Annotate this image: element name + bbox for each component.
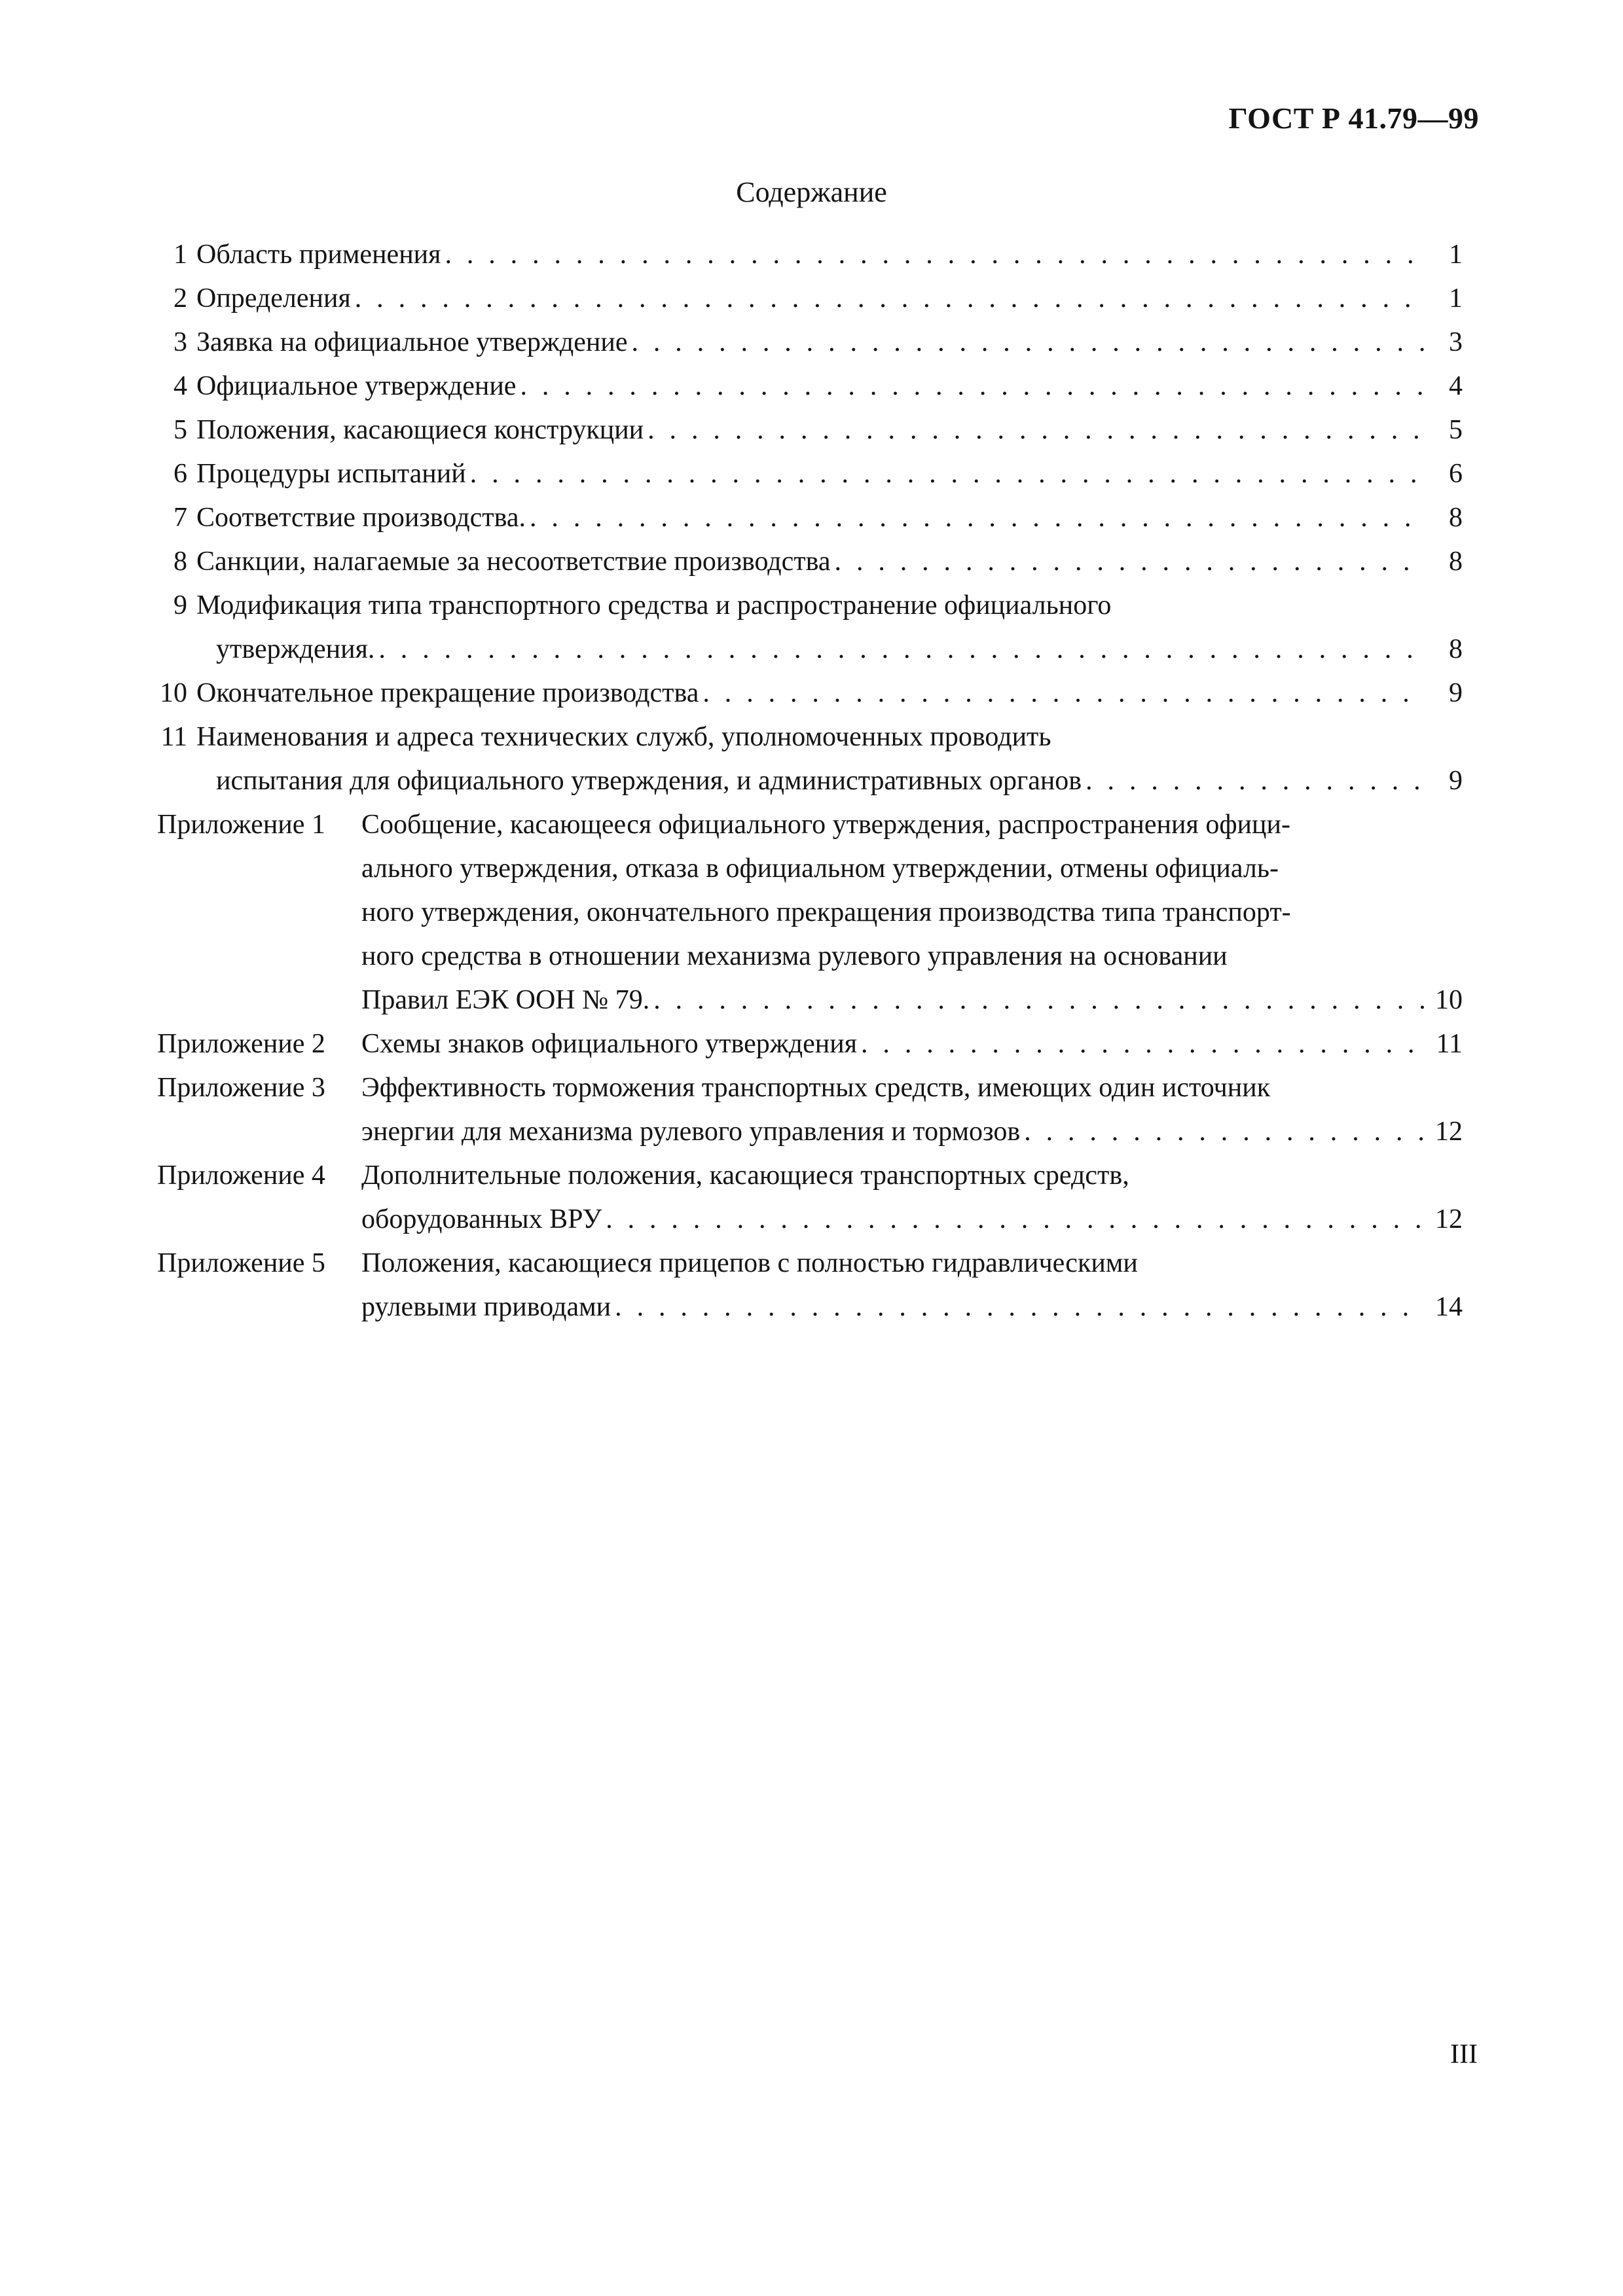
toc-row (0, 978, 1623, 1022)
toc-page-number: 6 (1449, 459, 1463, 489)
toc-row (0, 672, 1623, 715)
toc-row (0, 759, 1623, 803)
toc-entry-title-line[interactable]: Дополнительные положения, касающиеся транспортных средств, (361, 1160, 1129, 1191)
toc-entry-title[interactable]: рулевыми приводами (361, 1292, 611, 1322)
toc-page-number: 5 (1449, 415, 1463, 445)
toc-appendix-label: Приложение 1 (157, 810, 325, 840)
toc-entry-title[interactable]: Процедуры испытаний (196, 459, 466, 489)
leader-dots (1020, 1110, 1424, 1154)
toc-row (0, 628, 1623, 672)
toc-page-number: 14 (1435, 1292, 1463, 1322)
toc-row (0, 277, 1623, 321)
toc-entry-title-line[interactable]: Положения, касающиеся прицепов с полностью гидравлическими (361, 1248, 1138, 1278)
toc-row (0, 408, 1623, 452)
toc-section-number: 1 (173, 240, 187, 270)
toc-entry-title[interactable]: Схемы знаков официального утверждения (361, 1029, 858, 1059)
toc-row (0, 1285, 1623, 1329)
toc-entry-title[interactable]: Положения, касающиеся конструкции (196, 415, 644, 445)
toc-entry-title[interactable]: Область применения (196, 240, 441, 270)
leader-dots (526, 496, 1424, 540)
toc-entry-leader (196, 452, 1424, 496)
toc-entry-title[interactable]: утверждения. (216, 634, 375, 664)
leader-dots (627, 321, 1424, 365)
toc-section-number: 5 (173, 415, 187, 445)
toc-row (0, 1198, 1623, 1242)
toc-entry-leader (216, 628, 1424, 672)
toc-entry-title[interactable]: Санкции, налагаемые за несоответствие производства (196, 547, 831, 577)
toc-page-number: 3 (1449, 327, 1463, 357)
leader-dots (649, 978, 1424, 1022)
toc-entry-title[interactable]: энергии для механизма рулевого управления и тормозов (361, 1117, 1021, 1147)
leader-dots (831, 540, 1424, 584)
toc-entry-title[interactable]: Соответствие производства. (196, 503, 526, 533)
document-code: ГОСТ Р 41.79—99 (1228, 101, 1479, 135)
toc-page-number: 12 (1435, 1117, 1463, 1147)
toc-section-number: 11 (160, 722, 187, 752)
toc-row (0, 540, 1623, 584)
toc-page-number: 12 (1435, 1204, 1463, 1234)
toc-row (0, 233, 1623, 277)
toc-appendix-label: Приложение 4 (157, 1160, 325, 1191)
toc-row (0, 584, 1623, 628)
leader-dots (602, 1198, 1424, 1242)
toc-page-number: 8 (1449, 634, 1463, 664)
toc-section-number: 3 (173, 327, 187, 357)
toc-entry-title-line[interactable]: Сообщение, касающееся официального утверждения, распространения офици- (361, 810, 1290, 840)
toc-section-number: 8 (173, 547, 187, 577)
leader-dots (857, 1022, 1424, 1066)
toc-section-number: 10 (160, 678, 187, 708)
toc-section-number: 6 (173, 459, 187, 489)
toc-entry-leader (361, 1022, 1424, 1066)
toc-page-number: 1 (1449, 283, 1463, 314)
toc-appendix-label: Приложение 5 (157, 1248, 325, 1278)
toc-row (0, 803, 1623, 847)
toc-page-number: 11 (1436, 1029, 1463, 1059)
toc-entry-leader (361, 1285, 1424, 1329)
toc-entry-leader (196, 365, 1424, 408)
toc-entry-title-line[interactable]: ного утверждения, окончательного прекращения производства типа транспорт- (361, 897, 1291, 927)
toc-row (0, 1110, 1623, 1154)
toc-entry-title[interactable]: оборудованных ВРУ (361, 1204, 602, 1234)
leader-dots (374, 628, 1424, 672)
toc-row (0, 891, 1623, 935)
toc-appendix-label: Приложение 2 (157, 1029, 325, 1059)
toc-entry-leader (196, 496, 1424, 540)
toc-page-number: 4 (1449, 371, 1463, 401)
leader-dots (441, 233, 1424, 277)
toc-section-number: 9 (173, 590, 187, 620)
toc-entry-leader (196, 277, 1424, 321)
toc-entry-leader (196, 408, 1424, 452)
toc-page-number: 8 (1449, 503, 1463, 533)
toc-section-number: 7 (173, 503, 187, 533)
toc-row (0, 365, 1623, 408)
toc-entry-leader (216, 759, 1424, 803)
toc-row (0, 1066, 1623, 1110)
toc-row (0, 847, 1623, 891)
toc-appendix-label: Приложение 3 (157, 1073, 325, 1103)
leader-dots (699, 672, 1424, 715)
toc-title: Содержание (736, 176, 887, 208)
toc-entry-title[interactable]: Заявка на официальное утверждение (196, 327, 628, 357)
toc-entry-title[interactable]: Правил ЕЭК ООН № 79. (361, 985, 650, 1015)
leader-dots (516, 365, 1424, 408)
leader-dots (466, 452, 1424, 496)
toc-section-number: 4 (173, 371, 187, 401)
toc-row (0, 496, 1623, 540)
toc-entry-title-line[interactable]: Наименования и адреса технических служб, уполномоченных проводить (196, 722, 1051, 752)
toc-row (0, 1242, 1623, 1285)
toc-entry-title[interactable]: Официальное утверждение (196, 371, 517, 401)
toc-entry-title-line[interactable]: ального утверждения, отказа в официальном утверждении, отмены официаль- (361, 853, 1279, 884)
toc-entry-title[interactable]: Окончательное прекращение производства (196, 678, 699, 708)
toc-entry-title[interactable]: испытания для официального утверждения, и административных органов (216, 766, 1082, 796)
toc-entry-leader (361, 1110, 1424, 1154)
toc-row (0, 321, 1623, 365)
toc-entry-leader (196, 321, 1424, 365)
toc-row (0, 935, 1623, 978)
toc-entry-title-line[interactable]: Эффективность торможения транспортных средств, имеющих один источник (361, 1073, 1271, 1103)
leader-dots (1082, 759, 1424, 803)
page-number: III (1450, 2039, 1478, 2070)
toc-entry-leader (196, 233, 1424, 277)
leader-dots (644, 408, 1424, 452)
toc-entry-leader (196, 540, 1424, 584)
toc-row (0, 1154, 1623, 1198)
toc-row (0, 715, 1623, 759)
toc-entry-title-line[interactable]: ного средства в отношении механизма рулевого управления на основании (361, 941, 1228, 971)
toc-page-number: 8 (1449, 547, 1463, 577)
toc-entry-title[interactable]: Определения (196, 283, 351, 314)
toc-section-number: 2 (173, 283, 187, 314)
toc-entry-leader (196, 672, 1424, 715)
toc-page-number: 9 (1449, 766, 1463, 796)
leader-dots (611, 1285, 1424, 1329)
toc-entry-title-line[interactable]: Модификация типа транспортного средства и распространение официального (196, 590, 1112, 620)
toc-entry-leader (361, 1198, 1424, 1242)
toc-page-number: 1 (1449, 240, 1463, 270)
toc-row (0, 1022, 1623, 1066)
toc-page-number: 9 (1449, 678, 1463, 708)
toc-page-number: 10 (1435, 985, 1463, 1015)
toc-row (0, 452, 1623, 496)
toc-entry-leader (361, 978, 1424, 1022)
leader-dots (351, 277, 1424, 321)
